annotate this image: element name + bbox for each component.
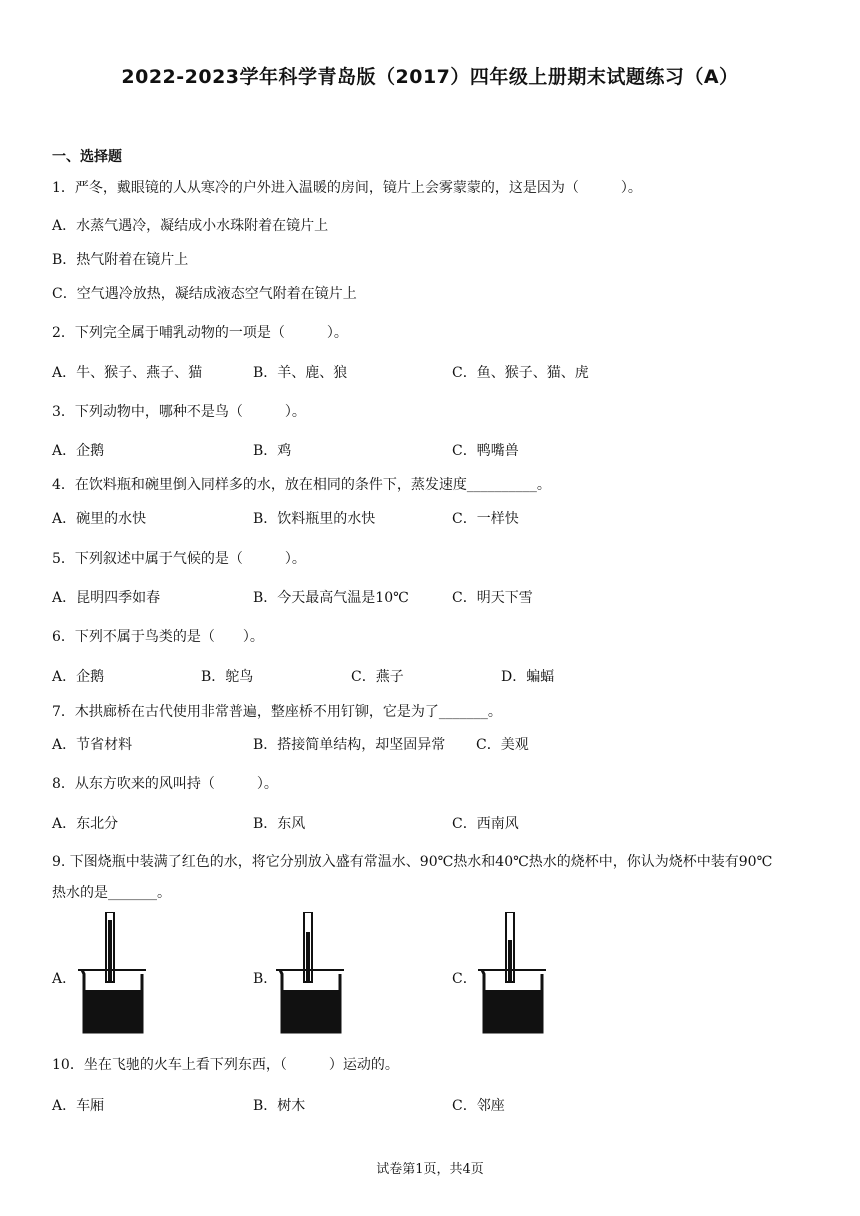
page-title: 2022-2023学年科学青岛版（2017）四年级上册期末试题练习（A） bbox=[121, 66, 739, 88]
q5-option-b: B．今天最高气温是10℃ bbox=[253, 590, 409, 606]
q1-option-a: A．水蒸气遇冷，凝结成小水珠附着在镜片上 bbox=[52, 218, 329, 234]
section-heading: 一、选择题 bbox=[52, 149, 122, 165]
q4-option-a: A．碗里的水快 bbox=[52, 511, 147, 527]
q5-option-a: A．昆明四季如春 bbox=[52, 590, 161, 606]
q8-option-c: C．西南风 bbox=[452, 816, 519, 832]
question-9-line-1: 9. 下图烧瓶中装满了红色的水，将它分别放入盛有常温水、90℃热水和40℃热水的烧杯中，你认为烧杯中装有90℃ bbox=[52, 854, 773, 870]
q1-option-c: C．空气遇冷放热，凝结成液态空气附着在镜片上 bbox=[52, 286, 357, 302]
q7-option-a: A．节省材料 bbox=[52, 737, 133, 753]
q2-option-c: C．鱼、猴子、猫、虎 bbox=[452, 365, 589, 381]
q10-option-c: C．邻座 bbox=[452, 1098, 505, 1114]
page-footer: 试卷第1页，共4页 bbox=[376, 1162, 484, 1177]
q2-option-a: A．牛、猴子、燕子、猫 bbox=[52, 365, 203, 381]
q6-option-d: D．蝙蝠 bbox=[501, 669, 555, 685]
question-6: 6．下列不属于鸟类的是（ ）。 bbox=[52, 629, 264, 645]
q2-option-b: B．羊、鹿、狼 bbox=[253, 365, 348, 381]
q7-option-c: C．美观 bbox=[476, 737, 529, 753]
question-3: 3．下列动物中，哪种不是鸟（ ）。 bbox=[52, 404, 306, 420]
q3-option-a: A．企鹅 bbox=[52, 443, 105, 459]
q1-option-b: B．热气附着在镜片上 bbox=[52, 252, 189, 268]
q8-option-b: B．东风 bbox=[253, 816, 306, 832]
q10-option-a: A．车厢 bbox=[52, 1098, 105, 1114]
beaker-figure-a bbox=[70, 912, 160, 1038]
q8-option-a: A．东北分 bbox=[52, 816, 119, 832]
question-1: 1．严冬，戴眼镜的人从寒冷的户外进入温暖的房间，镜片上会雾蒙蒙的，这是因为（ ）。 bbox=[52, 180, 642, 196]
beaker-figure-b bbox=[268, 912, 358, 1038]
q7-option-b: B．搭接简单结构，却坚固异常 bbox=[253, 737, 446, 753]
q4-option-b: B．饮料瓶里的水快 bbox=[253, 511, 376, 527]
q9-option-b: B． bbox=[253, 971, 278, 987]
q9-option-a: A． bbox=[52, 971, 77, 987]
question-8: 8．从东方吹来的风叫持（ ）。 bbox=[52, 776, 278, 792]
q6-option-b: B．鸵鸟 bbox=[201, 669, 254, 685]
question-9-line-2: 热水的是_______。 bbox=[52, 885, 171, 901]
q3-option-b: B．鸡 bbox=[253, 443, 292, 459]
question-10: 10．坐在飞驰的火车上看下列东西，（ ）运动的。 bbox=[52, 1057, 399, 1073]
question-5: 5．下列叙述中属于气候的是（ ）。 bbox=[52, 551, 306, 567]
q5-option-c: C．明天下雪 bbox=[452, 590, 533, 606]
question-7: 7．木拱廊桥在古代使用非常普遍，整座桥不用钉铆，它是为了_______。 bbox=[52, 704, 502, 720]
question-4: 4．在饮料瓶和碗里倒入同样多的水，放在相同的条件下，蒸发速度__________。 bbox=[52, 477, 551, 493]
q4-option-c: C．一样快 bbox=[452, 511, 519, 527]
q6-option-a: A．企鹅 bbox=[52, 669, 105, 685]
beaker-figure-c bbox=[470, 912, 560, 1038]
q3-option-c: C．鸭嘴兽 bbox=[452, 443, 519, 459]
q9-option-c: C． bbox=[452, 971, 477, 987]
q6-option-c: C．燕子 bbox=[351, 669, 404, 685]
question-2: 2．下列完全属于哺乳动物的一项是（ ）。 bbox=[52, 325, 348, 341]
q10-option-b: B．树木 bbox=[253, 1098, 306, 1114]
